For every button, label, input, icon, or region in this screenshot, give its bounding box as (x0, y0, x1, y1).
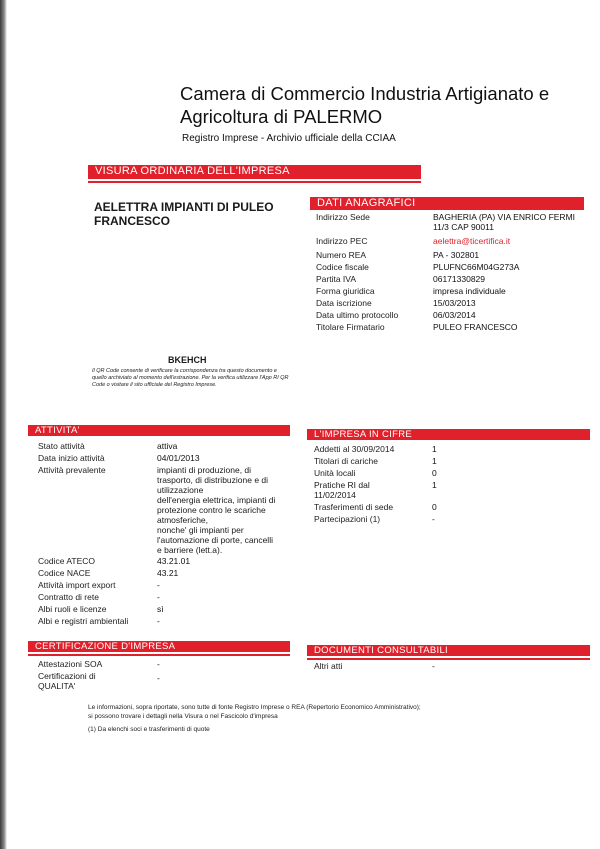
cifre-value-pratiche: 1 (432, 480, 437, 490)
anag-label-titolare: Titolare Firmatario (316, 322, 385, 332)
cifre-value-addetti: 1 (432, 444, 437, 454)
cifre-label-titolari: Titolari di cariche (314, 456, 378, 466)
attivita-bar (28, 425, 290, 436)
attivita-title: ATTIVITA' (35, 425, 80, 436)
cifre-pratiche-line: 11/02/2014 (314, 490, 356, 500)
anag-value-sede: BAGHERIA (PA) VIA ENRICO FERMI 11/3 CAP 90011 (433, 212, 576, 232)
anag-label-sede: Indirizzo Sede (316, 212, 370, 222)
att-label-import: Attività import export (38, 580, 116, 590)
company-name: AELETTRA IMPIANTI DI PULEO FRANCESCO (94, 200, 274, 228)
att-prevalente-line: e barriere (lett.a). (157, 545, 223, 555)
cifre-label-addetti: Addetti al 30/09/2014 (314, 444, 395, 454)
qr-code-id: BKEHCH (168, 355, 207, 365)
footer-line1: Le informazioni, sopra riportate, sono tutte di fonte Registro Imprese o REA (Repertorio Economico Amministrativo); (88, 704, 421, 711)
doc-label-altri-atti: Altri atti (314, 661, 343, 671)
cert-value-qualita: - (157, 673, 160, 683)
cert-label-qualita (38, 671, 96, 691)
certificazione-underline (28, 654, 290, 656)
att-prevalente-line: dell'energia elettrica, impianti di (157, 495, 276, 505)
att-value-inizio: 04/01/2013 (157, 453, 200, 463)
cifre-value-partecipazioni: - (432, 514, 435, 524)
att-label-ateco: Codice ATECO (38, 556, 96, 566)
footer-note (88, 703, 508, 734)
footer-line2: si possono trovare i dettagli nella Visura o nel Fascicolo d'impresa (88, 713, 278, 720)
att-value-nace: 43.21 (157, 568, 179, 578)
att-value-rete: - (157, 592, 160, 602)
visura-title-bar (88, 165, 421, 179)
anag-value-rea: PA - 302801 (433, 250, 480, 260)
att-label-ambientali: Albi e registri ambientali (38, 616, 129, 626)
anag-label-cf: Codice fiscale (316, 262, 369, 272)
documenti-title: DOCUMENTI CONSULTABILI (314, 645, 448, 656)
anag-label-forma: Forma giuridica (316, 286, 375, 296)
anag-value-protocollo: 06/03/2014 (433, 310, 476, 320)
cert-value-soa: - (157, 659, 160, 669)
att-prevalente-line: protezione contro le scariche (157, 505, 266, 515)
cifre-label-trasferimenti: Trasferimenti di sede (314, 502, 394, 512)
att-label-nace: Codice NACE (38, 568, 91, 578)
cifre-value-unita: 0 (432, 468, 437, 478)
footer-line3: (1) Da elenchi soci e trasferimenti di quote (88, 726, 210, 733)
documenti-bar (307, 645, 590, 656)
chamber-title-line2: Agricoltura di PALERMO (180, 106, 383, 127)
att-value-stato: attiva (157, 441, 178, 451)
att-value-import: - (157, 580, 160, 590)
att-prevalente-line: l'automazione di porte, cancelli (157, 535, 273, 545)
anag-value-iscrizione: 15/03/2013 (433, 298, 476, 308)
cifre-label-unita: Unità locali (314, 468, 356, 478)
att-prevalente-line: utilizzazione (157, 485, 204, 495)
visura-title: VISURA ORDINARIA DELL'IMPRESA (95, 165, 290, 177)
impresa-cifre-bar (307, 429, 590, 440)
chamber-title (180, 82, 580, 128)
att-value-ateco: 43.21.01 (157, 556, 191, 566)
cifre-label-partecipazioni: Partecipazioni (1) (314, 514, 381, 524)
visura-underline (88, 181, 421, 183)
cifre-pratiche-line: Pratiche RI dal (314, 480, 370, 490)
dati-anagrafici-bar (310, 197, 584, 210)
anag-value-iva: 06171330829 (433, 274, 486, 284)
dati-anagrafici-title: DATI ANAGRAFICI (317, 197, 416, 209)
certificazione-title: CERTIFICAZIONE D'IMPRESA (35, 641, 176, 652)
att-value-prevalente (157, 465, 297, 555)
anag-value-forma: impresa individuale (433, 286, 506, 296)
registry-subtitle: Registro Imprese - Archivio ufficiale della CCIAA (182, 133, 396, 144)
att-label-inizio: Data inizio attività (38, 453, 105, 463)
cert-qualita-line: QUALITA' (38, 681, 76, 691)
cert-qualita-line: Certificazioni di (38, 671, 96, 681)
anag-label-iva: Partita IVA (316, 274, 356, 284)
att-prevalente-line: atmosferiche, (157, 515, 209, 525)
att-prevalente-line: impianti di produzione, di (157, 465, 252, 475)
att-value-albi: sì (157, 604, 164, 614)
anag-label-rea: Numero REA (316, 250, 367, 260)
scan-edge-shadow (0, 0, 7, 849)
anag-value-cf: PLUFNC66M04G273A (433, 262, 520, 272)
chamber-title-line1: Camera di Commercio Industria Artigianato e (180, 83, 550, 104)
anag-label-pec: Indirizzo PEC (316, 236, 368, 246)
att-label-stato: Stato attività (38, 441, 85, 451)
doc-value-altri-atti: - (432, 661, 435, 671)
att-prevalente-line: trasporto, di distribuzione e di (157, 475, 269, 485)
anag-label-iscrizione: Data iscrizione (316, 298, 372, 308)
att-label-rete: Contratto di rete (38, 592, 99, 602)
cert-label-soa: Attestazioni SOA (38, 659, 103, 669)
documenti-underline (307, 658, 590, 660)
cifre-value-titolari: 1 (432, 456, 437, 466)
impresa-cifre-title: L'IMPRESA IN CIFRE (314, 429, 413, 440)
att-prevalente-line: nonche' gli impianti per (157, 525, 244, 535)
anag-value-titolare: PULEO FRANCESCO (433, 322, 518, 332)
att-label-albi: Albi ruoli e licenze (38, 604, 107, 614)
anag-label-protocollo: Data ultimo protocollo (316, 310, 399, 320)
anag-value-pec: aelettra@ticertifica.it (433, 236, 511, 246)
certificazione-bar (28, 641, 290, 652)
cifre-label-pratiche (314, 480, 370, 500)
cifre-value-trasferimenti: 0 (432, 502, 437, 512)
att-value-ambientali: - (157, 616, 160, 626)
qr-code-note: Il QR Code consente di verificare la corrispondenza tra questo documento e quello archiviato al momento dell'estrazione. Per la verifica utilizzare l'App RI QR Code o visitare il sito ufficiale del Registro Imprese. (92, 368, 289, 388)
att-label-prevalente: Attività prevalente (38, 465, 106, 475)
